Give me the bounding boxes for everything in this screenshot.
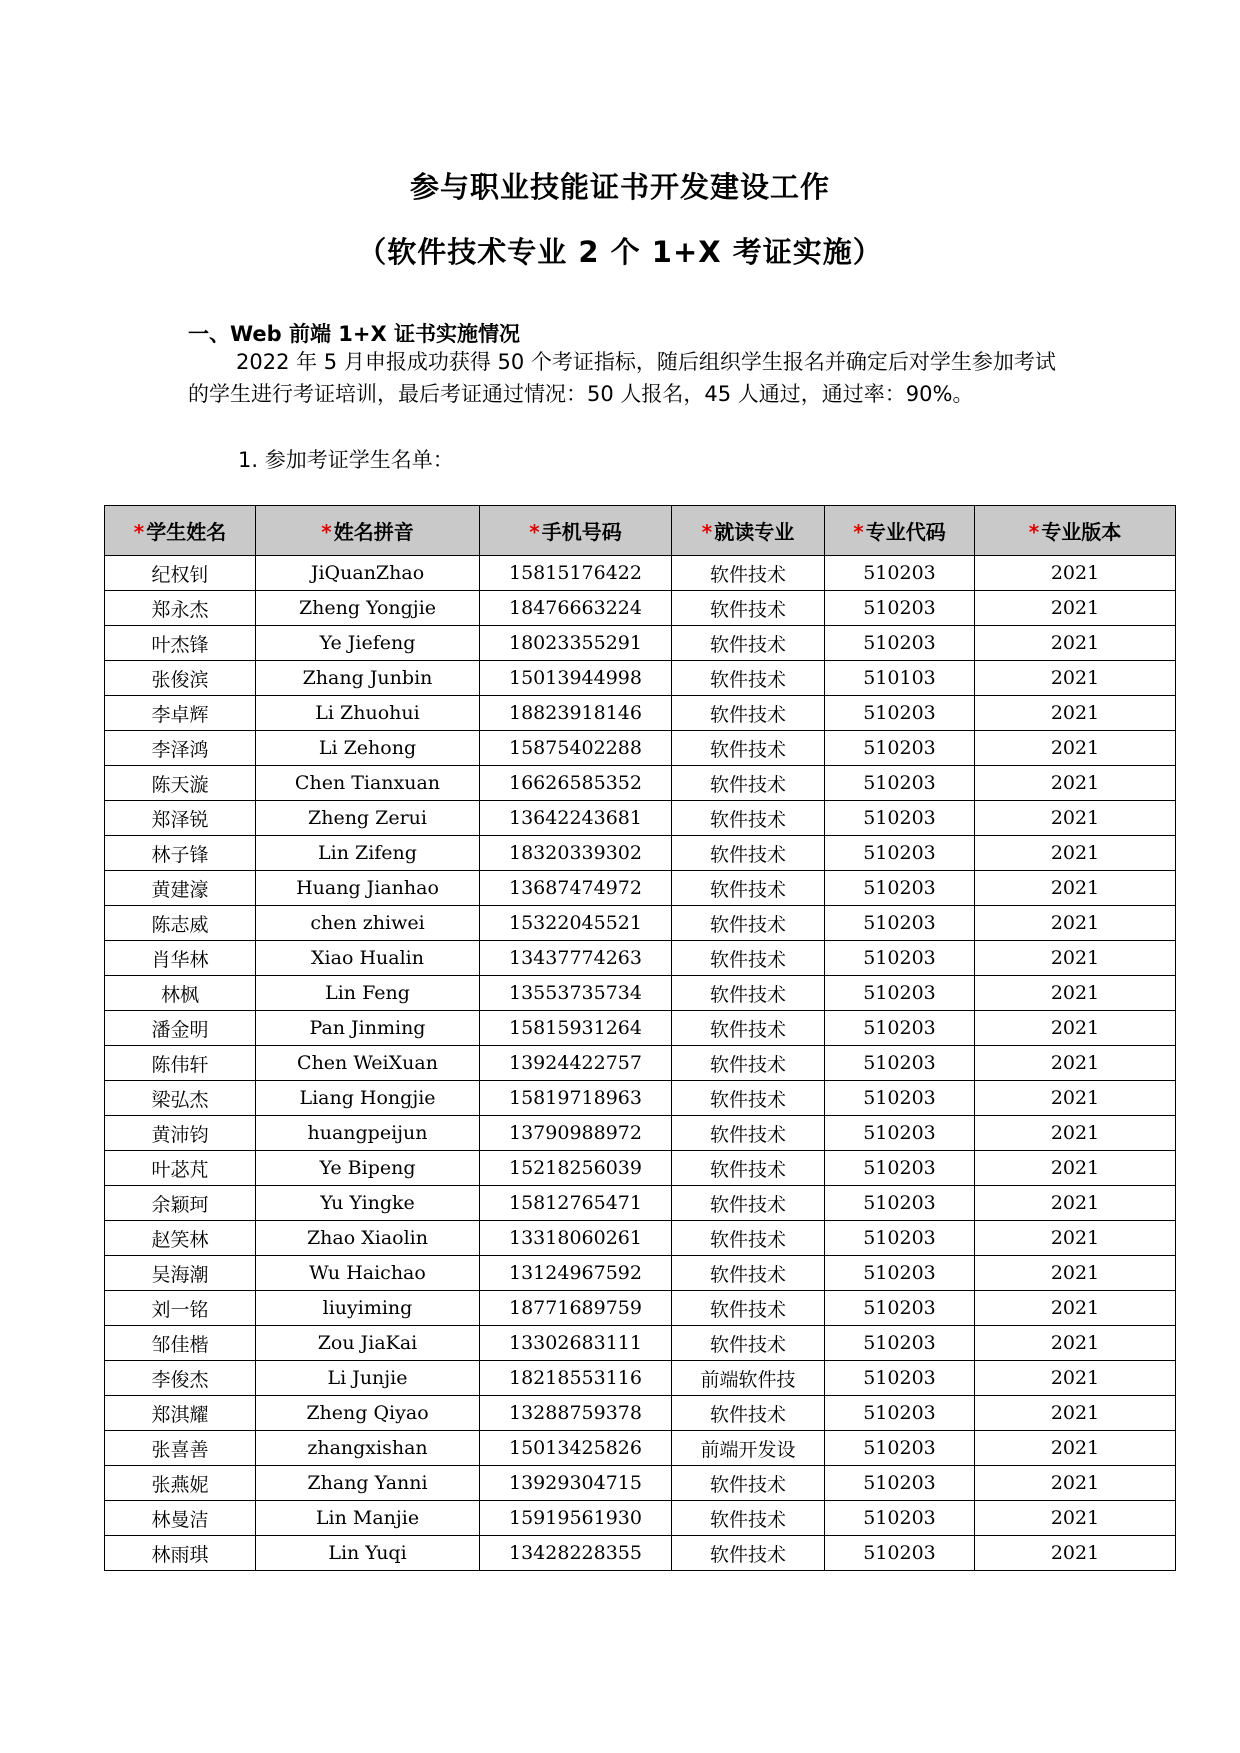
cell-student-name: 邹佳楷 <box>105 1326 256 1361</box>
cell-major-version: 2021 <box>975 696 1176 731</box>
cell-major-code: 510203 <box>825 1361 975 1396</box>
cell-pinyin: Zheng Qiyao <box>256 1396 480 1431</box>
cell-major-version: 2021 <box>975 1151 1176 1186</box>
cell-major-version: 2021 <box>975 1046 1176 1081</box>
cell-major: 软件技术 <box>672 836 825 871</box>
cell-student-name: 肖华林 <box>105 941 256 976</box>
student-table <box>104 505 1176 1571</box>
required-marker: * <box>853 520 864 544</box>
cell-phone: 18476663224 <box>480 591 672 626</box>
cell-major-version: 2021 <box>975 801 1176 836</box>
cell-student-name: 吴海潮 <box>105 1256 256 1291</box>
cell-phone: 18023355291 <box>480 626 672 661</box>
table-row <box>105 1501 1176 1536</box>
cell-pinyin: chen zhiwei <box>256 906 480 941</box>
cell-phone: 18218553116 <box>480 1361 672 1396</box>
cell-major-code: 510203 <box>825 906 975 941</box>
required-marker: * <box>321 520 332 544</box>
table-row <box>105 766 1176 801</box>
cell-major-version: 2021 <box>975 1501 1176 1536</box>
cell-major-version: 2021 <box>975 1011 1176 1046</box>
table-row <box>105 1116 1176 1151</box>
header-major-code: * 专业代码 <box>825 506 975 556</box>
cell-major-version: 2021 <box>975 1291 1176 1326</box>
cell-major-code: 510203 <box>825 1536 975 1571</box>
cell-student-name: 林雨琪 <box>105 1536 256 1571</box>
cell-major-version: 2021 <box>975 1396 1176 1431</box>
header-student-name: * 学生姓名 <box>105 506 256 556</box>
cell-major-code: 510203 <box>825 941 975 976</box>
cell-major-code: 510203 <box>825 1116 975 1151</box>
cell-phone: 13924422757 <box>480 1046 672 1081</box>
table-row <box>105 1326 1176 1361</box>
cell-phone: 15919561930 <box>480 1501 672 1536</box>
cell-major-version: 2021 <box>975 1466 1176 1501</box>
cell-major: 软件技术 <box>672 801 825 836</box>
cell-student-name: 黄沛钧 <box>105 1116 256 1151</box>
table-header-row <box>105 506 1176 556</box>
cell-pinyin: huangpeijun <box>256 1116 480 1151</box>
cell-major: 软件技术 <box>672 731 825 766</box>
cell-major: 软件技术 <box>672 626 825 661</box>
cell-phone: 18320339302 <box>480 836 672 871</box>
cell-phone: 13302683111 <box>480 1326 672 1361</box>
cell-phone: 15322045521 <box>480 906 672 941</box>
cell-phone: 13318060261 <box>480 1221 672 1256</box>
cell-student-name: 林曼洁 <box>105 1501 256 1536</box>
table-row <box>105 976 1176 1011</box>
cell-major: 软件技术 <box>672 1256 825 1291</box>
table-row <box>105 1011 1176 1046</box>
table-row <box>105 661 1176 696</box>
cell-major-code: 510203 <box>825 1501 975 1536</box>
cell-major-version: 2021 <box>975 976 1176 1011</box>
table-row <box>105 1151 1176 1186</box>
cell-major-code: 510203 <box>825 1466 975 1501</box>
header-phone: * 手机号码 <box>480 506 672 556</box>
cell-major: 软件技术 <box>672 1221 825 1256</box>
cell-student-name: 梁弘杰 <box>105 1081 256 1116</box>
cell-major: 前端软件技 <box>672 1361 825 1396</box>
cell-major-code: 510203 <box>825 801 975 836</box>
cell-major-code: 510103 <box>825 661 975 696</box>
table-row <box>105 1361 1176 1396</box>
cell-student-name: 郑永杰 <box>105 591 256 626</box>
cell-major: 软件技术 <box>672 1151 825 1186</box>
cell-major-code: 510203 <box>825 1256 975 1291</box>
table-row <box>105 696 1176 731</box>
cell-phone: 13687474972 <box>480 871 672 906</box>
cell-student-name: 郑淇耀 <box>105 1396 256 1431</box>
cell-major: 软件技术 <box>672 1186 825 1221</box>
cell-phone: 15013425826 <box>480 1431 672 1466</box>
cell-pinyin: Huang Jianhao <box>256 871 480 906</box>
cell-major: 软件技术 <box>672 1011 825 1046</box>
cell-major-code: 510203 <box>825 696 975 731</box>
cell-pinyin: Liang Hongjie <box>256 1081 480 1116</box>
cell-student-name: 林子锋 <box>105 836 256 871</box>
table-row <box>105 1466 1176 1501</box>
table-row <box>105 1186 1176 1221</box>
cell-major-version: 2021 <box>975 1221 1176 1256</box>
cell-student-name: 李卓辉 <box>105 696 256 731</box>
required-marker: * <box>529 520 540 544</box>
cell-major-code: 510203 <box>825 1011 975 1046</box>
cell-pinyin: Li Zhuohui <box>256 696 480 731</box>
cell-phone: 16626585352 <box>480 766 672 801</box>
cell-major-code: 510203 <box>825 1081 975 1116</box>
cell-student-name: 潘金明 <box>105 1011 256 1046</box>
cell-major-code: 510203 <box>825 836 975 871</box>
cell-major-version: 2021 <box>975 906 1176 941</box>
table-row <box>105 1536 1176 1571</box>
cell-major-version: 2021 <box>975 1081 1176 1116</box>
header-major: * 就读专业 <box>672 506 825 556</box>
cell-phone: 13553735734 <box>480 976 672 1011</box>
cell-major-code: 510203 <box>825 1221 975 1256</box>
cell-student-name: 纪权钊 <box>105 556 256 591</box>
table-row <box>105 1431 1176 1466</box>
cell-pinyin: Lin Yuqi <box>256 1536 480 1571</box>
cell-pinyin: Wu Haichao <box>256 1256 480 1291</box>
cell-major-version: 2021 <box>975 556 1176 591</box>
cell-phone: 13790988972 <box>480 1116 672 1151</box>
cell-pinyin: Zheng Yongjie <box>256 591 480 626</box>
cell-pinyin: liuyiming <box>256 1291 480 1326</box>
cell-major: 软件技术 <box>672 1396 825 1431</box>
cell-major: 软件技术 <box>672 1116 825 1151</box>
cell-phone: 13428228355 <box>480 1536 672 1571</box>
cell-student-name: 余颖珂 <box>105 1186 256 1221</box>
cell-student-name: 张燕妮 <box>105 1466 256 1501</box>
cell-major: 前端开发设 <box>672 1431 825 1466</box>
cell-pinyin: zhangxishan <box>256 1431 480 1466</box>
cell-major-version: 2021 <box>975 1431 1176 1466</box>
table-row <box>105 556 1176 591</box>
table-row <box>105 1291 1176 1326</box>
cell-pinyin: Ye Jiefeng <box>256 626 480 661</box>
cell-major-version: 2021 <box>975 591 1176 626</box>
cell-major-version: 2021 <box>975 836 1176 871</box>
required-marker: * <box>701 520 713 544</box>
cell-student-name: 叶苾芃 <box>105 1151 256 1186</box>
cell-major: 软件技术 <box>672 1501 825 1536</box>
table-row <box>105 591 1176 626</box>
table-row <box>105 836 1176 871</box>
cell-major-version: 2021 <box>975 871 1176 906</box>
cell-major-version: 2021 <box>975 661 1176 696</box>
section-heading: 一、Web 前端 1+X 证书实施情况 <box>188 322 521 346</box>
cell-major: 软件技术 <box>672 1466 825 1501</box>
cell-major: 软件技术 <box>672 1081 825 1116</box>
cell-major-code: 510203 <box>825 766 975 801</box>
cell-phone: 18823918146 <box>480 696 672 731</box>
cell-pinyin: Zhao Xiaolin <box>256 1221 480 1256</box>
cell-pinyin: Lin Feng <box>256 976 480 1011</box>
table-row <box>105 906 1176 941</box>
cell-major-code: 510203 <box>825 871 975 906</box>
cell-phone: 18771689759 <box>480 1291 672 1326</box>
cell-student-name: 林枫 <box>105 976 256 1011</box>
cell-pinyin: Chen Tianxuan <box>256 766 480 801</box>
body-paragraph: 2022 年 5 月申报成功获得 50 个考证指标，随后组织学生报名并确定后对学生参加考试的学生进行考证培训，最后考证通过情况：50 人报名，45 人通过，通过率：90%。 <box>188 350 1056 406</box>
cell-major: 软件技术 <box>672 976 825 1011</box>
table-row <box>105 626 1176 661</box>
cell-major-code: 510203 <box>825 591 975 626</box>
cell-student-name: 张喜善 <box>105 1431 256 1466</box>
cell-student-name: 李俊杰 <box>105 1361 256 1396</box>
cell-major-code: 510203 <box>825 556 975 591</box>
cell-major-code: 510203 <box>825 731 975 766</box>
cell-major: 软件技术 <box>672 1046 825 1081</box>
table-row <box>105 1046 1176 1081</box>
cell-phone: 15218256039 <box>480 1151 672 1186</box>
cell-student-name: 陈志威 <box>105 906 256 941</box>
cell-student-name: 叶杰锋 <box>105 626 256 661</box>
cell-major-version: 2021 <box>975 766 1176 801</box>
cell-student-name: 黄建濠 <box>105 871 256 906</box>
list-label: 1. 参加考证学生名单： <box>238 448 454 472</box>
cell-major: 软件技术 <box>672 591 825 626</box>
cell-student-name: 张俊滨 <box>105 661 256 696</box>
cell-phone: 13288759378 <box>480 1396 672 1431</box>
cell-phone: 15875402288 <box>480 731 672 766</box>
cell-pinyin: Zhang Junbin <box>256 661 480 696</box>
cell-pinyin: Lin Manjie <box>256 1501 480 1536</box>
cell-pinyin: Zhang Yanni <box>256 1466 480 1501</box>
cell-pinyin: Ye Bipeng <box>256 1151 480 1186</box>
cell-major-version: 2021 <box>975 1326 1176 1361</box>
cell-student-name: 李泽鸿 <box>105 731 256 766</box>
table-row <box>105 1256 1176 1291</box>
cell-pinyin: Zheng Zerui <box>256 801 480 836</box>
cell-major-code: 510203 <box>825 1046 975 1081</box>
table-row <box>105 1221 1176 1256</box>
cell-major: 软件技术 <box>672 871 825 906</box>
table-row <box>105 871 1176 906</box>
cell-phone: 15819718963 <box>480 1081 672 1116</box>
cell-pinyin: Chen WeiXuan <box>256 1046 480 1081</box>
cell-major: 软件技术 <box>672 766 825 801</box>
cell-student-name: 陈天漩 <box>105 766 256 801</box>
cell-major-code: 510203 <box>825 1396 975 1431</box>
cell-major: 软件技术 <box>672 1291 825 1326</box>
cell-phone: 15815176422 <box>480 556 672 591</box>
table-body <box>105 556 1176 1571</box>
document-subtitle: （软件技术专业 2 个 1+X 考证实施） <box>357 235 883 269</box>
cell-phone: 15013944998 <box>480 661 672 696</box>
header-pinyin: * 姓名拼音 <box>256 506 480 556</box>
header-major-version: * 专业版本 <box>975 506 1176 556</box>
cell-major: 软件技术 <box>672 661 825 696</box>
table-row <box>105 731 1176 766</box>
required-marker: * <box>1028 520 1040 544</box>
cell-major-version: 2021 <box>975 1361 1176 1396</box>
cell-major-version: 2021 <box>975 1186 1176 1221</box>
cell-pinyin: Li Zehong <box>256 731 480 766</box>
cell-phone: 13437774263 <box>480 941 672 976</box>
table-row <box>105 941 1176 976</box>
cell-phone: 13642243681 <box>480 801 672 836</box>
cell-major-code: 510203 <box>825 1186 975 1221</box>
cell-major-code: 510203 <box>825 1431 975 1466</box>
cell-major: 软件技术 <box>672 696 825 731</box>
cell-major-version: 2021 <box>975 1256 1176 1291</box>
cell-major-version: 2021 <box>975 731 1176 766</box>
cell-major-version: 2021 <box>975 1116 1176 1151</box>
cell-major: 软件技术 <box>672 1536 825 1571</box>
cell-pinyin: Xiao Hualin <box>256 941 480 976</box>
cell-pinyin: Pan Jinming <box>256 1011 480 1046</box>
cell-phone: 13929304715 <box>480 1466 672 1501</box>
document-title: 参与职业技能证书开发建设工作 <box>409 170 830 204</box>
cell-major-code: 510203 <box>825 626 975 661</box>
cell-student-name: 刘一铭 <box>105 1291 256 1326</box>
cell-pinyin: Lin Zifeng <box>256 836 480 871</box>
cell-major-code: 510203 <box>825 1326 975 1361</box>
cell-major-version: 2021 <box>975 941 1176 976</box>
cell-major-code: 510203 <box>825 976 975 1011</box>
cell-major: 软件技术 <box>672 556 825 591</box>
cell-pinyin: Li Junjie <box>256 1361 480 1396</box>
cell-pinyin: JiQuanZhao <box>256 556 480 591</box>
cell-phone: 15812765471 <box>480 1186 672 1221</box>
cell-student-name: 陈伟轩 <box>105 1046 256 1081</box>
table-row <box>105 801 1176 836</box>
table-row <box>105 1081 1176 1116</box>
cell-major: 软件技术 <box>672 941 825 976</box>
cell-pinyin: Yu Yingke <box>256 1186 480 1221</box>
cell-student-name: 赵笑林 <box>105 1221 256 1256</box>
cell-major-code: 510203 <box>825 1291 975 1326</box>
table-row <box>105 1396 1176 1431</box>
cell-student-name: 郑泽锐 <box>105 801 256 836</box>
cell-major-version: 2021 <box>975 1536 1176 1571</box>
cell-major: 软件技术 <box>672 906 825 941</box>
cell-major: 软件技术 <box>672 1326 825 1361</box>
cell-major-code: 510203 <box>825 1151 975 1186</box>
cell-major-version: 2021 <box>975 626 1176 661</box>
required-marker: * <box>133 520 145 544</box>
cell-phone: 13124967592 <box>480 1256 672 1291</box>
cell-phone: 15815931264 <box>480 1011 672 1046</box>
cell-pinyin: Zou JiaKai <box>256 1326 480 1361</box>
